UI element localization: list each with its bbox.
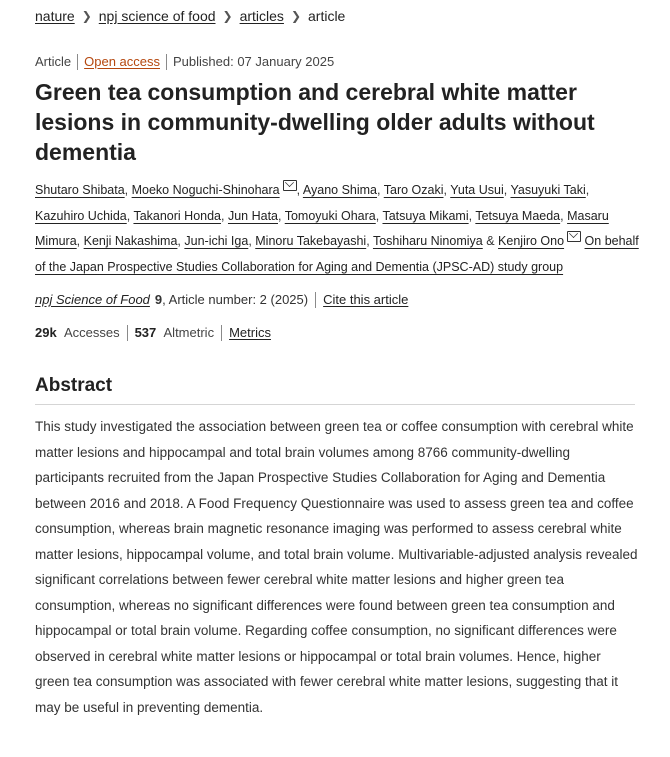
author-link[interactable]: Jun Hata: [227, 208, 278, 223]
article-meta: [35, 54, 334, 71]
author-link[interactable]: Tatsuya Mikami: [382, 208, 469, 223]
author-link[interactable]: Kenjiro Ono: [498, 234, 565, 248]
chevron-right-icon: ❯: [222, 9, 233, 23]
accesses-count: 29k: [35, 325, 57, 340]
divider: [127, 325, 128, 341]
journal-info: [35, 292, 408, 309]
author-link[interactable]: Yasuyuki Taki: [510, 183, 586, 197]
breadcrumb-articles[interactable]: articles: [239, 8, 284, 24]
metrics-link[interactable]: Metrics: [229, 325, 271, 340]
author-link[interactable]: Yuta Usui: [450, 183, 504, 197]
article-number: , Article number: 2 (2025): [162, 292, 309, 307]
author-link[interactable]: Taro Ozaki: [383, 183, 444, 197]
altmetric-label: Altmetric: [163, 325, 215, 340]
abstract-heading: Abstract: [35, 375, 113, 396]
divider: [221, 325, 222, 341]
article-metrics: [35, 325, 271, 342]
breadcrumb-nature[interactable]: nature: [35, 8, 75, 24]
journal-volume: 9: [154, 292, 163, 307]
published-date: Published: 07 January 2025: [173, 54, 335, 69]
abstract-divider: [35, 404, 635, 405]
abstract-text: This study investigated the association between green tea or coffee consumption with cerebral white matter lesions and hippocampal and total brain volumes among 8766 community-dwelling participants recruited from the Japan Prospective Studies Collaboration for Aging and Dementia between 2016 and 2018. A Food Frequency Questionnaire was used to assess green tea and coffee consumption, whereas brain magnetic resonance imaging was performed to assess cerebral white matter lesions, hippocampal volume, and total brain volume. Multivariable-adjusted analysis revealed significant correlations between fewer cerebral white matter lesions and higher green tea consumption, whereas no significant differences were found between green tea consumption and hippocampal or total brain volume. Regarding coffee consumption, no significant differences were observed in cerebral white matter lesions or hippocampal or total brain volumes. Hence, higher green tea consumption was associated with fewer cerebral white matter lesions, suggesting that it may be useful in preventing dementia.: [35, 419, 638, 715]
open-access-link[interactable]: Open access: [84, 54, 160, 69]
author-link[interactable]: Jun-ichi Iga: [184, 234, 249, 248]
author-link[interactable]: Tetsuya Maeda: [475, 208, 561, 223]
author-link[interactable]: Shutaro Shibata: [35, 183, 125, 197]
author-link[interactable]: Takanori Honda: [133, 208, 222, 223]
author-link[interactable]: Ayano Shima: [302, 183, 378, 197]
divider: [315, 292, 316, 308]
breadcrumb: [35, 8, 345, 24]
chevron-right-icon: ❯: [290, 9, 301, 23]
author-link[interactable]: Minoru Takebayashi: [255, 234, 367, 248]
divider: [77, 54, 78, 70]
mail-icon[interactable]: [283, 180, 297, 191]
author-link[interactable]: Kazuhiro Uchida: [35, 208, 127, 223]
article-type: Article: [35, 54, 72, 69]
author-link[interactable]: Tomoyuki Ohara: [284, 208, 376, 223]
cite-article-link[interactable]: Cite this article: [323, 292, 409, 307]
author-link[interactable]: Masaru Mimura: [35, 208, 609, 248]
journal-name-link[interactable]: npj Science of Food: [35, 292, 150, 307]
mail-icon[interactable]: [567, 231, 581, 242]
author-link[interactable]: Toshiharu Ninomiya: [372, 234, 483, 248]
author-and: &: [486, 234, 495, 248]
chevron-right-icon: ❯: [81, 9, 92, 23]
breadcrumb-journal[interactable]: npj science of food: [98, 8, 216, 24]
breadcrumb-current: article: [308, 8, 346, 24]
author-list: Shutaro Shibata, Moeko Noguchi-Shinohara , Ayano Shima, Taro Ozaki, Yuta Usui, Yasuyuki Taki, Kazuhiro Uchida, Takanori Honda, Jun Hata, Tomoyuki Ohara, Tatsuya Mikami, Tetsuya Maeda, Masaru Mimura, Kenji Nakashima, Jun-ichi Iga, Minoru Takebayashi, Toshiharu Ninomiya & Kenjiro Ono On behalf of the Japan Prospective Studies Collaboration for Aging and Dementia (JPSC-AD) study group: [35, 178, 639, 280]
study-group-link[interactable]: On behalf of the Japan Prospective Studies Collaboration for Aging and Dementia (JPSC-AD) study group: [35, 234, 639, 274]
article-title: Green tea consumption and cerebral white matter lesions in community-dwelling older adults without dementia: [35, 79, 595, 165]
accesses-label: Accesses: [63, 325, 120, 340]
author-link[interactable]: Moeko Noguchi-Shinohara: [131, 183, 280, 197]
divider: [166, 54, 167, 70]
altmetric-count: 537: [134, 325, 157, 340]
author-link[interactable]: Kenji Nakashima: [83, 234, 178, 248]
